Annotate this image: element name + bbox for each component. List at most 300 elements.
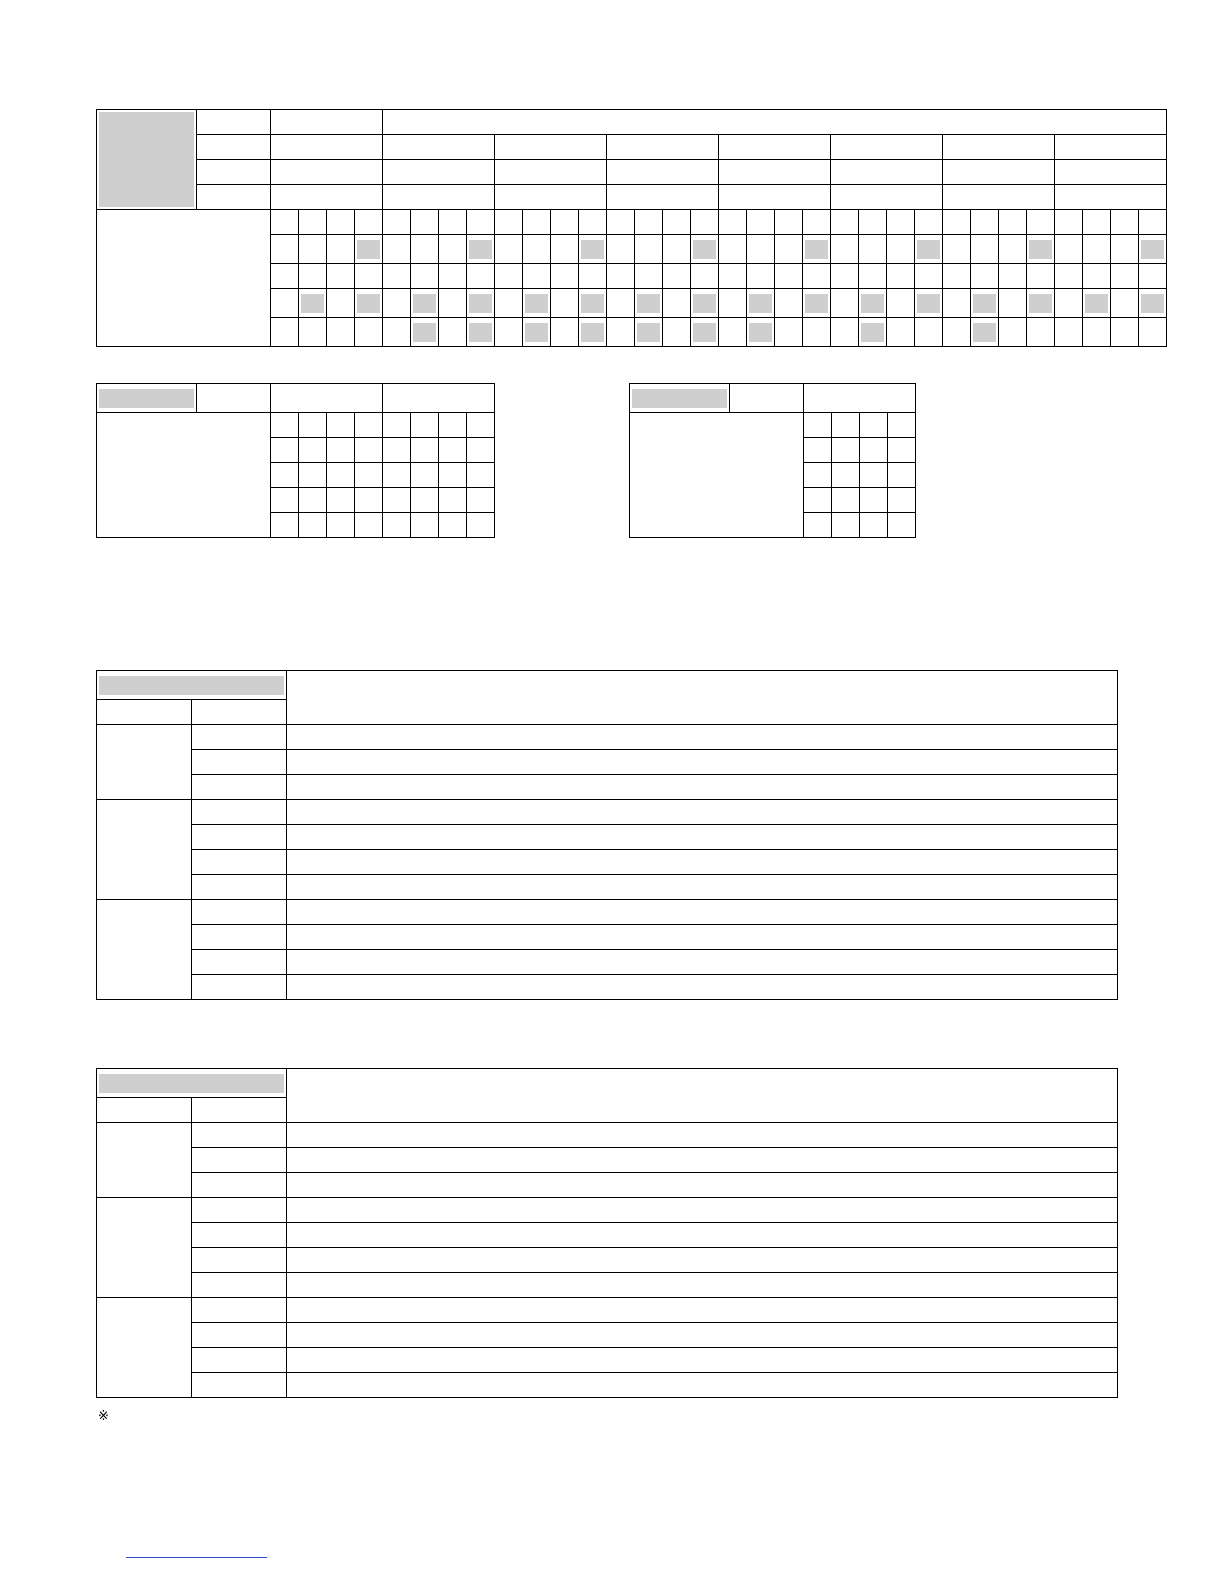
slot-cell[interactable] xyxy=(1055,318,1083,347)
slot-cell[interactable] xyxy=(691,210,719,235)
slot-cell[interactable] xyxy=(860,513,888,538)
group-3-row xyxy=(97,1323,1118,1348)
row-label-block xyxy=(97,210,271,347)
period-cell[interactable] xyxy=(831,160,943,185)
slot-cell[interactable] xyxy=(775,318,803,347)
slot-cell[interactable] xyxy=(1083,210,1111,235)
slot-cell[interactable] xyxy=(411,235,439,264)
item-entry[interactable] xyxy=(287,725,1118,750)
slot-cell[interactable] xyxy=(439,289,467,318)
slot-cell[interactable] xyxy=(411,463,439,488)
subheader-cell xyxy=(192,700,287,725)
slot-cell[interactable] xyxy=(355,463,383,488)
slot-cell-shaded[interactable] xyxy=(467,289,495,318)
period-cell[interactable] xyxy=(383,160,495,185)
item-entry[interactable] xyxy=(287,800,1118,825)
slot-cell[interactable] xyxy=(299,318,327,347)
slot-cell[interactable] xyxy=(1055,210,1083,235)
slot-cell[interactable] xyxy=(495,318,523,347)
group-2-row xyxy=(97,1198,1118,1223)
header-cell[interactable] xyxy=(271,110,383,135)
slot-cell-shaded[interactable] xyxy=(299,289,327,318)
item-entry[interactable] xyxy=(287,1248,1118,1273)
slot-cell[interactable] xyxy=(1055,235,1083,264)
slot-cell[interactable] xyxy=(719,318,747,347)
slot-cell[interactable] xyxy=(1111,264,1139,289)
slot-cell[interactable] xyxy=(495,264,523,289)
slot-cell[interactable] xyxy=(495,289,523,318)
slot-cell[interactable] xyxy=(271,488,299,513)
slot-cell[interactable] xyxy=(467,413,495,438)
slot-cell[interactable] xyxy=(355,438,383,463)
slot-cell[interactable] xyxy=(523,210,551,235)
period-cell[interactable] xyxy=(495,135,607,160)
item-entry[interactable] xyxy=(287,750,1118,775)
slot-cell[interactable] xyxy=(887,210,915,235)
slot-cell[interactable] xyxy=(383,235,411,264)
slot-cell[interactable] xyxy=(663,210,691,235)
slot-cell[interactable] xyxy=(467,463,495,488)
slot-cell[interactable] xyxy=(299,264,327,289)
slot-cell[interactable] xyxy=(635,210,663,235)
slot-cell[interactable] xyxy=(299,210,327,235)
period-cell[interactable] xyxy=(831,185,943,210)
period-cell[interactable] xyxy=(1055,185,1167,210)
slot-cell[interactable] xyxy=(271,318,299,347)
item-label xyxy=(192,1173,287,1198)
slot-cell-shaded[interactable] xyxy=(971,289,999,318)
item-label xyxy=(192,875,287,900)
slot-cell-shaded[interactable] xyxy=(691,289,719,318)
slot-cell[interactable] xyxy=(411,210,439,235)
slot-cell[interactable] xyxy=(1111,210,1139,235)
slot-cell[interactable] xyxy=(327,413,355,438)
slot-cell[interactable] xyxy=(804,488,832,513)
slot-cell[interactable] xyxy=(355,210,383,235)
group-3-row xyxy=(97,1348,1118,1373)
slot-cell[interactable] xyxy=(299,438,327,463)
slot-cell[interactable] xyxy=(551,264,579,289)
slot-cell[interactable] xyxy=(383,438,411,463)
slot-cell[interactable] xyxy=(439,318,467,347)
slot-cell-shaded[interactable] xyxy=(355,235,383,264)
slot-cell[interactable] xyxy=(719,264,747,289)
item-entry[interactable] xyxy=(287,1273,1118,1298)
slot-cell[interactable] xyxy=(383,513,411,538)
slot-cell[interactable] xyxy=(327,438,355,463)
detail-table-1 xyxy=(96,670,1118,1000)
slot-cell[interactable] xyxy=(860,488,888,513)
slot-cell[interactable] xyxy=(775,289,803,318)
slot-cell[interactable] xyxy=(327,513,355,538)
shaded-marker xyxy=(749,323,772,342)
item-entry[interactable] xyxy=(287,950,1118,975)
slot-cell[interactable] xyxy=(607,289,635,318)
slot-cell-shaded[interactable] xyxy=(747,289,775,318)
slot-cell[interactable] xyxy=(523,264,551,289)
slot-cell[interactable] xyxy=(299,235,327,264)
slot-cell-shaded[interactable] xyxy=(803,235,831,264)
item-entry[interactable] xyxy=(287,775,1118,800)
slot-cell[interactable] xyxy=(887,318,915,347)
slot-cell[interactable] xyxy=(691,264,719,289)
slot-cell[interactable] xyxy=(832,413,860,438)
slot-cell[interactable] xyxy=(467,488,495,513)
slot-cell[interactable] xyxy=(299,463,327,488)
slot-cell[interactable] xyxy=(467,513,495,538)
period-cell[interactable] xyxy=(831,135,943,160)
slot-cell-shaded[interactable] xyxy=(1139,289,1167,318)
item-entry[interactable] xyxy=(287,1198,1118,1223)
item-entry[interactable] xyxy=(287,1323,1118,1348)
slot-cell[interactable] xyxy=(523,235,551,264)
slot-cell[interactable] xyxy=(383,210,411,235)
slot-cell-shaded[interactable] xyxy=(523,289,551,318)
shaded-marker xyxy=(637,323,660,342)
slot-cell[interactable] xyxy=(467,438,495,463)
item-entry[interactable] xyxy=(287,1148,1118,1173)
slot-cell[interactable] xyxy=(804,438,832,463)
slot-cell[interactable] xyxy=(1083,318,1111,347)
slot-cell[interactable] xyxy=(495,235,523,264)
slot-cell[interactable] xyxy=(747,235,775,264)
slot-cell[interactable] xyxy=(1027,264,1055,289)
shaded-marker xyxy=(1029,294,1052,313)
slot-cell[interactable] xyxy=(888,413,916,438)
slot-cell-shaded[interactable] xyxy=(915,289,943,318)
slot-cell[interactable] xyxy=(635,235,663,264)
slot-cell[interactable] xyxy=(467,210,495,235)
slot-cell[interactable] xyxy=(832,488,860,513)
slot-cell[interactable] xyxy=(383,264,411,289)
slot-cell[interactable] xyxy=(383,413,411,438)
group-1-row xyxy=(97,1173,1118,1198)
slot-cell[interactable] xyxy=(971,264,999,289)
schedule-grid xyxy=(96,109,1167,347)
slot-cell[interactable] xyxy=(551,235,579,264)
period-cell[interactable] xyxy=(1055,135,1167,160)
shaded-marker xyxy=(413,323,436,342)
item-label xyxy=(192,750,287,775)
slot-cell[interactable] xyxy=(915,318,943,347)
slot-cell[interactable] xyxy=(271,264,299,289)
slot-cell[interactable] xyxy=(999,289,1027,318)
slot-cell[interactable] xyxy=(1027,210,1055,235)
slot-cell-shaded[interactable] xyxy=(579,289,607,318)
slot-cell[interactable] xyxy=(355,413,383,438)
slot-cell[interactable] xyxy=(999,264,1027,289)
shaded-marker xyxy=(525,323,548,342)
slot-cell[interactable] xyxy=(1027,318,1055,347)
slot-cell[interactable] xyxy=(999,235,1027,264)
slot-cell[interactable] xyxy=(411,513,439,538)
period-cell[interactable] xyxy=(495,185,607,210)
slot-cell[interactable] xyxy=(383,488,411,513)
slot-cell[interactable] xyxy=(271,289,299,318)
slot-cell[interactable] xyxy=(1055,289,1083,318)
slot-cell[interactable] xyxy=(1139,264,1167,289)
slot-cell-shaded[interactable] xyxy=(1139,235,1167,264)
item-entry[interactable] xyxy=(287,850,1118,875)
slot-cell[interactable] xyxy=(832,463,860,488)
slot-cell[interactable] xyxy=(439,463,467,488)
item-entry[interactable] xyxy=(287,975,1118,1000)
slot-cell[interactable] xyxy=(439,488,467,513)
slot-cell[interactable] xyxy=(719,289,747,318)
item-entry[interactable] xyxy=(287,825,1118,850)
slot-cell[interactable] xyxy=(635,264,663,289)
slot-cell[interactable] xyxy=(888,463,916,488)
slot-cell[interactable] xyxy=(439,438,467,463)
slot-cell[interactable] xyxy=(804,413,832,438)
slot-cell[interactable] xyxy=(551,210,579,235)
slot-cell[interactable] xyxy=(775,210,803,235)
slot-cell[interactable] xyxy=(831,264,859,289)
slot-cell[interactable] xyxy=(663,264,691,289)
slot-cell[interactable] xyxy=(439,413,467,438)
slot-cell-shaded[interactable] xyxy=(691,318,719,347)
slot-cell[interactable] xyxy=(355,513,383,538)
slot-cell[interactable] xyxy=(831,235,859,264)
slot-cell[interactable] xyxy=(271,438,299,463)
period-cell[interactable] xyxy=(719,185,831,210)
header-wide-cell[interactable] xyxy=(383,110,1167,135)
slot-cell[interactable] xyxy=(607,264,635,289)
period-cell[interactable] xyxy=(943,185,1055,210)
slot-cell[interactable] xyxy=(719,235,747,264)
slot-cell[interactable] xyxy=(271,513,299,538)
slot-cell[interactable] xyxy=(887,264,915,289)
slot-cell-shaded[interactable] xyxy=(859,318,887,347)
slot-cell[interactable] xyxy=(915,210,943,235)
slot-cell-shaded[interactable] xyxy=(971,318,999,347)
period-cell[interactable] xyxy=(607,160,719,185)
slot-cell[interactable] xyxy=(971,235,999,264)
item-entry[interactable] xyxy=(287,1373,1118,1398)
slot-cell[interactable] xyxy=(1055,264,1083,289)
slot-cell[interactable] xyxy=(719,210,747,235)
item-label xyxy=(192,800,287,825)
slot-cell[interactable] xyxy=(383,289,411,318)
slot-cell-shaded[interactable] xyxy=(411,289,439,318)
slot-cell[interactable] xyxy=(579,210,607,235)
slot-cell[interactable] xyxy=(803,318,831,347)
slot-cell[interactable] xyxy=(1083,235,1111,264)
slot-cell[interactable] xyxy=(915,264,943,289)
slot-cell[interactable] xyxy=(999,210,1027,235)
slot-cell[interactable] xyxy=(579,264,607,289)
item-entry[interactable] xyxy=(287,900,1118,925)
slot-cell[interactable] xyxy=(888,513,916,538)
slot-cell[interactable] xyxy=(467,264,495,289)
item-entry[interactable] xyxy=(287,1348,1118,1373)
slot-cell-shaded[interactable] xyxy=(635,289,663,318)
shaded-marker xyxy=(973,323,996,342)
slot-cell-shaded[interactable] xyxy=(691,235,719,264)
slot-cell[interactable] xyxy=(747,264,775,289)
slot-cell[interactable] xyxy=(439,513,467,538)
period-cell[interactable] xyxy=(383,185,495,210)
slot-cell[interactable] xyxy=(859,210,887,235)
slot-cell-shaded[interactable] xyxy=(467,235,495,264)
slot-cell-shaded[interactable] xyxy=(747,318,775,347)
slot-cell[interactable] xyxy=(943,289,971,318)
period-cell[interactable] xyxy=(495,160,607,185)
slot-cell[interactable] xyxy=(383,318,411,347)
slot-cell[interactable] xyxy=(327,210,355,235)
slot-cell[interactable] xyxy=(271,413,299,438)
slot-cell[interactable] xyxy=(775,235,803,264)
slot-cell[interactable] xyxy=(495,210,523,235)
slot-cell[interactable] xyxy=(355,318,383,347)
slot-cell-shaded[interactable] xyxy=(803,289,831,318)
slot-cell[interactable] xyxy=(832,513,860,538)
slot-cell-shaded[interactable] xyxy=(355,289,383,318)
slot-cell[interactable] xyxy=(1111,318,1139,347)
slot-cell[interactable] xyxy=(663,235,691,264)
period-cell[interactable] xyxy=(271,185,383,210)
period-cell[interactable] xyxy=(1055,160,1167,185)
slot-cell[interactable] xyxy=(747,210,775,235)
slot-cell[interactable] xyxy=(943,210,971,235)
slot-cell[interactable] xyxy=(1139,210,1167,235)
slot-cell[interactable] xyxy=(299,488,327,513)
subheader-cell xyxy=(192,1098,287,1123)
slot-cell[interactable] xyxy=(299,413,327,438)
group-1-row xyxy=(97,775,1118,800)
period-cell[interactable] xyxy=(719,160,831,185)
slot-cell-shaded[interactable] xyxy=(859,289,887,318)
item-label xyxy=(192,1348,287,1373)
slot-cell[interactable] xyxy=(887,289,915,318)
shaded-marker xyxy=(805,294,828,313)
period-cell[interactable] xyxy=(943,160,1055,185)
slot-cell[interactable] xyxy=(411,413,439,438)
slot-cell[interactable] xyxy=(859,235,887,264)
slot-cell[interactable] xyxy=(943,318,971,347)
slot-cell[interactable] xyxy=(271,235,299,264)
slot-cell[interactable] xyxy=(411,488,439,513)
slot-cell[interactable] xyxy=(804,463,832,488)
slot-cell[interactable] xyxy=(355,264,383,289)
slot-cell[interactable] xyxy=(860,463,888,488)
subheader-cell xyxy=(97,700,192,725)
header-cell[interactable] xyxy=(271,384,383,413)
slot-cell[interactable] xyxy=(327,488,355,513)
slot-cell[interactable] xyxy=(607,318,635,347)
shaded-marker xyxy=(693,294,716,313)
slot-cell[interactable] xyxy=(327,463,355,488)
slot-cell-shaded[interactable] xyxy=(411,318,439,347)
period-cell[interactable] xyxy=(271,160,383,185)
item-entry[interactable] xyxy=(287,1223,1118,1248)
header-cell[interactable] xyxy=(383,384,495,413)
header-cell[interactable] xyxy=(804,384,916,413)
slot-cell[interactable] xyxy=(804,513,832,538)
slot-cell[interactable] xyxy=(439,235,467,264)
slot-cell[interactable] xyxy=(888,438,916,463)
item-entry[interactable] xyxy=(287,1298,1118,1323)
slot-cell[interactable] xyxy=(803,264,831,289)
slot-cell-shaded[interactable] xyxy=(1083,289,1111,318)
slot-cell[interactable] xyxy=(860,413,888,438)
slot-cell-shaded[interactable] xyxy=(1027,289,1055,318)
slot-cell[interactable] xyxy=(299,513,327,538)
slot-cell[interactable] xyxy=(943,264,971,289)
slot-cell-shaded[interactable] xyxy=(1027,235,1055,264)
slot-cell[interactable] xyxy=(271,463,299,488)
slot-cell[interactable] xyxy=(971,210,999,235)
period-cell[interactable] xyxy=(607,135,719,160)
slot-cell[interactable] xyxy=(832,438,860,463)
slot-cell[interactable] xyxy=(439,264,467,289)
slot-cell-shaded[interactable] xyxy=(635,318,663,347)
slot-cell-shaded[interactable] xyxy=(579,318,607,347)
slot-cell[interactable] xyxy=(831,318,859,347)
slot-cell[interactable] xyxy=(663,289,691,318)
slot-cell[interactable] xyxy=(327,289,355,318)
slot-cell[interactable] xyxy=(607,210,635,235)
slot-cell[interactable] xyxy=(327,235,355,264)
slot-cell-shaded[interactable] xyxy=(915,235,943,264)
item-entry[interactable] xyxy=(287,925,1118,950)
slot-cell[interactable] xyxy=(831,210,859,235)
slot-cell[interactable] xyxy=(860,438,888,463)
item-entry[interactable] xyxy=(287,875,1118,900)
slot-cell[interactable] xyxy=(888,488,916,513)
slot-cell[interactable] xyxy=(1083,264,1111,289)
slot-cell[interactable] xyxy=(775,264,803,289)
slot-cell[interactable] xyxy=(607,235,635,264)
group-label xyxy=(97,1298,192,1398)
slot-cell[interactable] xyxy=(551,289,579,318)
slot-cell[interactable] xyxy=(411,438,439,463)
period-cell[interactable] xyxy=(271,135,383,160)
slot-cell[interactable] xyxy=(439,210,467,235)
slot-cell[interactable] xyxy=(831,289,859,318)
slot-cell[interactable] xyxy=(887,235,915,264)
slot-cell[interactable] xyxy=(803,210,831,235)
slot-cell[interactable] xyxy=(1139,318,1167,347)
period-cell[interactable] xyxy=(943,135,1055,160)
period-cell[interactable] xyxy=(607,185,719,210)
slot-cell[interactable] xyxy=(943,235,971,264)
slot-cell[interactable] xyxy=(355,488,383,513)
header-description-cell[interactable] xyxy=(287,1069,1118,1123)
slot-cell[interactable] xyxy=(859,264,887,289)
slot-cell[interactable] xyxy=(271,210,299,235)
slot-cell-shaded[interactable] xyxy=(467,318,495,347)
item-entry[interactable] xyxy=(287,1123,1118,1148)
shaded-marker xyxy=(469,240,492,259)
slot-cell[interactable] xyxy=(327,264,355,289)
header-description-cell[interactable] xyxy=(287,671,1118,725)
slot-cell[interactable] xyxy=(327,318,355,347)
slot-cell[interactable] xyxy=(383,463,411,488)
slot-cell[interactable] xyxy=(663,318,691,347)
period-cell[interactable] xyxy=(383,135,495,160)
slot-cell-shaded[interactable] xyxy=(523,318,551,347)
item-label xyxy=(192,1248,287,1273)
item-entry[interactable] xyxy=(287,1173,1118,1198)
period-cell[interactable] xyxy=(719,135,831,160)
slot-cell[interactable] xyxy=(411,264,439,289)
slot-cell[interactable] xyxy=(1111,289,1139,318)
slot-cell[interactable] xyxy=(1111,235,1139,264)
slot-cell[interactable] xyxy=(551,318,579,347)
slot-cell[interactable] xyxy=(999,318,1027,347)
slot-cell-shaded[interactable] xyxy=(579,235,607,264)
